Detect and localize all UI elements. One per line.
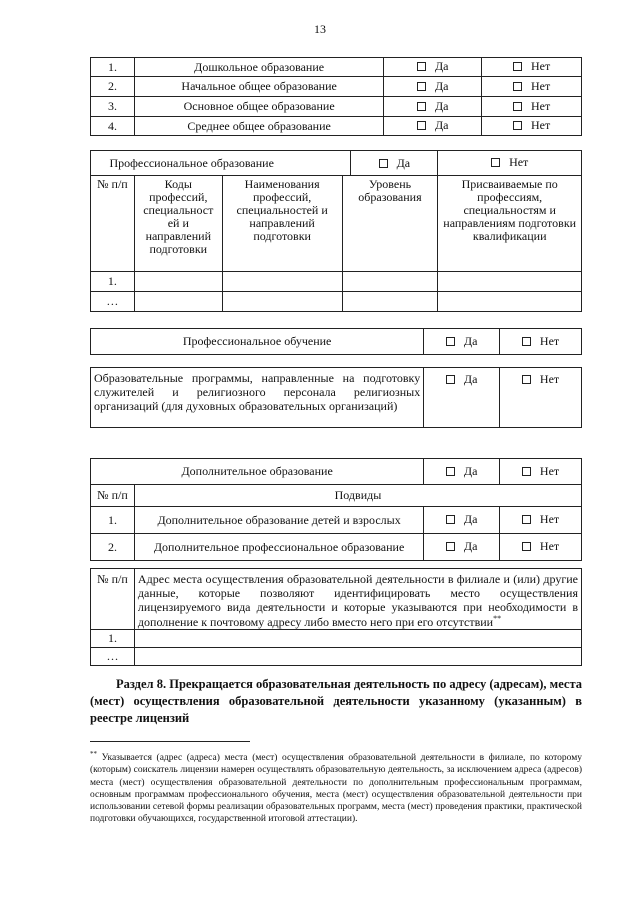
table-row xyxy=(91,292,582,312)
table-row xyxy=(91,647,582,665)
checkbox-icon xyxy=(446,467,455,476)
table-row xyxy=(91,329,582,355)
column-header: № п/п xyxy=(91,176,135,272)
table-cell[interactable] xyxy=(222,292,342,312)
row-number: 3. xyxy=(91,97,135,117)
checkbox-icon xyxy=(417,121,426,130)
checkbox-icon xyxy=(491,158,500,167)
yes-option[interactable]: Да xyxy=(417,99,449,114)
footnote-divider xyxy=(90,741,250,742)
row-number: 1. xyxy=(91,629,135,647)
table-cell[interactable] xyxy=(134,292,222,312)
table-row xyxy=(91,151,582,176)
table-row xyxy=(91,368,582,428)
education-name: Основное общее образование xyxy=(134,97,383,117)
column-header: Наименования профессий, специальностей и направлений подготовки xyxy=(222,176,342,272)
checkbox-icon xyxy=(379,159,388,168)
checkbox-icon xyxy=(513,102,522,111)
table-cell[interactable] xyxy=(222,272,342,292)
education-name: Среднее общее образование xyxy=(134,117,383,136)
additional-education-title: Дополнительное образование xyxy=(91,459,424,485)
checkbox-icon xyxy=(513,62,522,71)
professional-education-table xyxy=(90,150,582,312)
column-header: № п/п xyxy=(91,485,135,507)
table-row xyxy=(91,534,582,561)
subtype-name: Дополнительное образование детей и взрослых xyxy=(134,507,423,534)
table-row xyxy=(91,77,582,97)
table-cell[interactable] xyxy=(438,272,582,292)
row-number: … xyxy=(91,647,135,665)
checkbox-icon xyxy=(513,82,522,91)
additional-education-table xyxy=(90,458,582,561)
address-header: Адрес места осуществления образовательной деятельности в филиале и (или) другие данные, которые позволяют идентифицировать место осуществления лицензируемого вида деятельности и которые указываются при необходимости в дополнение к почтовому адресу либо вместо него при его отсутствии** xyxy=(134,569,581,630)
yes-option[interactable]: Да xyxy=(446,334,478,349)
table-cell[interactable] xyxy=(342,272,438,292)
table-cell[interactable] xyxy=(438,292,582,312)
professional-training-table xyxy=(90,328,582,355)
page-number: 13 xyxy=(314,22,326,36)
professional-training-title: Профессиональное обучение xyxy=(91,329,424,355)
footnote-mark: ** xyxy=(493,613,502,623)
checkbox-icon xyxy=(522,337,531,346)
footnote: ** Указывается (адрес (адреса) места (мест) осуществления образовательной деятельности в филиале, по которому (которым) соискатель лицензии намерен осуществлять образовательную деятельность, за исключением адреса (адресов) места (мест) осуществления образовательной деятельности по дополнительным профессиональным программам, основным программам профессионального обучения, места (мест) осуществления образовательной деятельности при использовании сетевой формы реализации образовательных программ, места (мест) проведения практики, практической подготовки обучающихся, государственной итоговой аттестации). xyxy=(90,750,582,825)
education-name: Начальное общее образование xyxy=(134,77,383,97)
no-option[interactable]: Нет xyxy=(513,118,550,133)
row-number: … xyxy=(91,292,135,312)
yes-option[interactable]: Да xyxy=(446,539,478,554)
table-cell[interactable] xyxy=(134,629,581,647)
checkbox-icon xyxy=(417,62,426,71)
general-education-table xyxy=(90,57,582,136)
yes-option[interactable]: Да xyxy=(446,464,478,479)
table-row xyxy=(91,97,582,117)
checkbox-icon xyxy=(513,121,522,130)
checkbox-icon xyxy=(522,467,531,476)
table-cell[interactable] xyxy=(134,647,581,665)
table-row xyxy=(91,117,582,136)
address-table xyxy=(90,568,582,666)
table-row xyxy=(91,58,582,77)
checkbox-icon xyxy=(446,337,455,346)
yes-option[interactable]: Да xyxy=(350,151,437,175)
table-row xyxy=(91,507,582,534)
row-number: 4. xyxy=(91,117,135,136)
no-option[interactable]: Нет xyxy=(513,79,550,94)
no-option[interactable]: Нет xyxy=(522,464,559,479)
yes-option[interactable]: Да xyxy=(417,79,449,94)
no-option[interactable]: Нет xyxy=(491,155,528,170)
row-number: 1. xyxy=(91,272,135,292)
yes-option[interactable]: Да xyxy=(446,372,478,387)
professional-education-title: Профессиональное образование xyxy=(109,155,274,170)
no-option[interactable]: Нет xyxy=(513,59,550,74)
subtype-name: Дополнительное профессиональное образование xyxy=(134,534,423,561)
checkbox-icon xyxy=(417,102,426,111)
yes-option[interactable]: Да xyxy=(417,59,449,74)
checkbox-icon xyxy=(522,515,531,524)
no-option[interactable]: Нет xyxy=(522,539,559,554)
column-header: № п/п xyxy=(91,569,135,630)
yes-option[interactable]: Да xyxy=(446,512,478,527)
table-cell[interactable] xyxy=(134,272,222,292)
checkbox-icon xyxy=(522,375,531,384)
table-row xyxy=(91,272,582,292)
table-row xyxy=(91,629,582,647)
checkbox-icon xyxy=(446,375,455,384)
table-header-row xyxy=(91,176,582,272)
row-number: 1. xyxy=(91,58,135,77)
religious-programs-table xyxy=(90,367,582,428)
checkbox-icon xyxy=(522,542,531,551)
row-number: 1. xyxy=(91,507,135,534)
section-8-heading: Раздел 8. Прекращается образовательная деятельность по адресу (адресам), места (мест) осуществления образовательной деятельности указанному (указанным) в реестре лицензий xyxy=(90,677,582,725)
table-header-row xyxy=(91,485,582,507)
column-header: Коды профессий, специальност ей и направлений подготовки xyxy=(134,176,222,272)
checkbox-icon xyxy=(446,515,455,524)
table-cell[interactable] xyxy=(342,292,438,312)
column-header: Присваиваемые по профессиям, специальностям и направлениям подготовки квалификации xyxy=(438,176,582,272)
checkbox-icon xyxy=(417,82,426,91)
row-number: 2. xyxy=(91,77,135,97)
religious-programs-title: Образовательные программы, направленные на подготовку служителей и религиозного персонала религиозных организаций (для духовных образовательных организаций) xyxy=(91,368,424,428)
column-header: Подвиды xyxy=(134,485,581,507)
table-header-row xyxy=(91,569,582,630)
yes-option[interactable]: Да xyxy=(417,118,449,133)
education-name: Дошкольное образование xyxy=(134,58,383,77)
no-option[interactable]: Нет xyxy=(522,334,559,349)
checkbox-icon xyxy=(446,542,455,551)
no-option[interactable]: Нет xyxy=(522,512,559,527)
no-option[interactable]: Нет xyxy=(513,99,550,114)
row-number: 2. xyxy=(91,534,135,561)
column-header: Уровень образования xyxy=(342,176,438,272)
no-option[interactable]: Нет xyxy=(522,372,559,387)
table-row xyxy=(91,459,582,485)
footnote-mark: ** xyxy=(90,750,97,758)
